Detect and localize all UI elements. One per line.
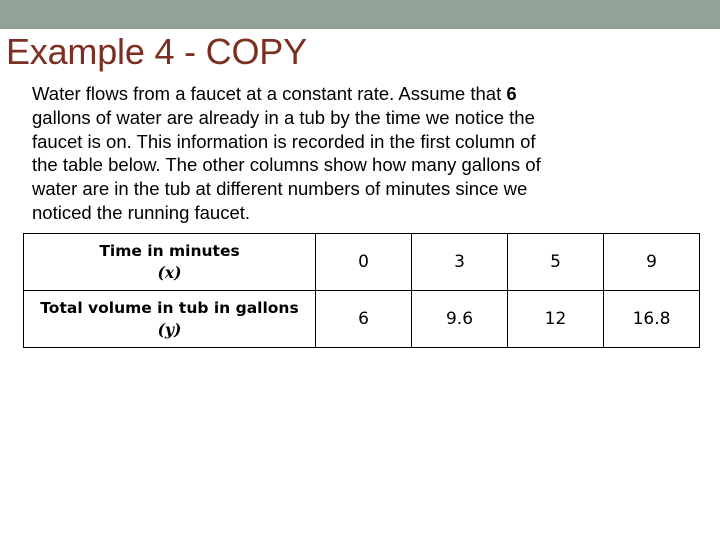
table-cell: 9 (604, 234, 700, 291)
row-header-time-label: Time in minutes (99, 242, 240, 260)
table-cell: 5 (508, 234, 604, 291)
initial-gallons-value: 6 (506, 83, 517, 104)
problem-line-3: faucet is on. This information is recorded in the first column of (32, 130, 536, 152)
table-cell: 6 (316, 291, 412, 348)
table-cell: 0 (316, 234, 412, 291)
row-header-time (24, 234, 316, 291)
slide-title: Example 4 - COPY (6, 31, 307, 72)
problem-statement (32, 82, 672, 225)
row-header-volume (24, 291, 316, 348)
problem-line-5: water are in the tub at different numbers of minutes since we (32, 178, 528, 200)
table-cell: 3 (412, 234, 508, 291)
table-row-time (24, 234, 700, 291)
table-cell: 12 (508, 291, 604, 348)
row-header-volume-label: Total volume in tub in gallons (40, 299, 299, 317)
table-row-volume (24, 291, 700, 348)
problem-line-6: noticed the running faucet. (32, 201, 251, 223)
row-header-volume-variable: (y) (157, 320, 182, 339)
problem-line-1 (32, 82, 672, 106)
problem-line-1-text: Water flows from a faucet at a constant rate. Assume that (32, 83, 507, 104)
slide-top-accent-bar (0, 0, 720, 29)
table-cell: 9.6 (412, 291, 508, 348)
table-cell: 16.8 (604, 291, 700, 348)
row-header-time-variable: (x) (157, 263, 182, 282)
problem-line-4: the table below. The other columns show how many gallons of (32, 154, 541, 176)
data-table (23, 233, 700, 348)
problem-line-2: gallons of water are already in a tub by the time we notice the (32, 106, 535, 128)
